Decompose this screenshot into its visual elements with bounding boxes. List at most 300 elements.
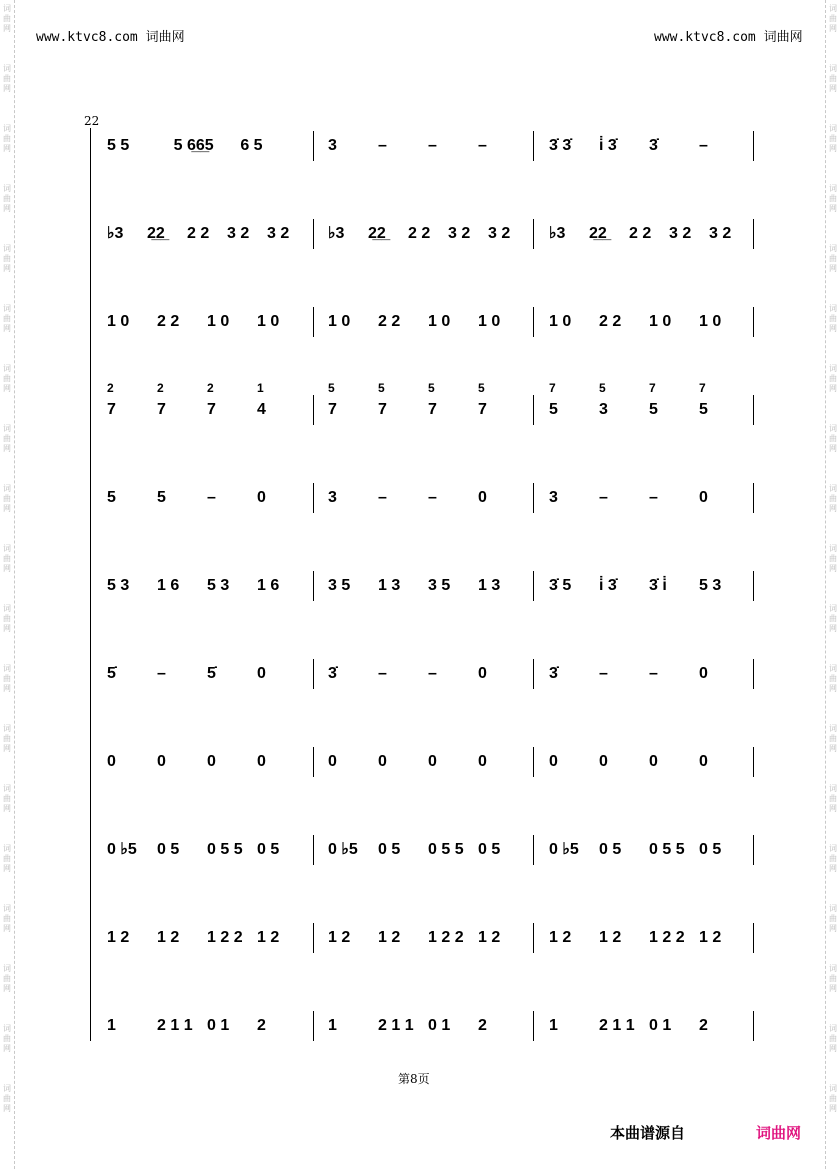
upper-note: 5 xyxy=(478,381,485,395)
note-group: 5̇ xyxy=(207,665,216,682)
watermark-glyph: 网 xyxy=(3,564,11,573)
note-group: – xyxy=(157,665,166,682)
watermark-glyph: 网 xyxy=(829,324,837,333)
note-group: 5 3 xyxy=(699,577,722,594)
note-group: 0 ♭5 xyxy=(107,841,137,858)
note-group: 1 0 xyxy=(699,313,722,330)
watermark-glyph: 词 xyxy=(3,424,11,433)
watermark-glyph: 网 xyxy=(829,624,837,633)
score-row xyxy=(0,313,840,352)
measure-number: 22 xyxy=(84,114,100,128)
upper-note: 2 xyxy=(107,381,114,395)
note-group: – xyxy=(428,489,437,506)
watermark-glyph: 词 xyxy=(829,64,837,73)
watermark-glyph: 曲 xyxy=(3,14,11,23)
watermark-glyph: 网 xyxy=(829,744,837,753)
note-group: 1 2 xyxy=(157,929,180,946)
note-group: 1 xyxy=(107,1017,116,1034)
note-group: 0 xyxy=(107,753,116,770)
note-group: – xyxy=(649,665,658,682)
note-group: 0 xyxy=(478,753,487,770)
watermark-glyph: 网 xyxy=(3,444,11,453)
note-group: 2 2 xyxy=(599,313,622,330)
barline xyxy=(533,307,534,337)
note-group: 0 5 5 xyxy=(428,841,464,858)
note-group: 3 xyxy=(549,489,558,506)
barline xyxy=(753,1011,754,1041)
watermark-glyph-group xyxy=(826,0,840,60)
note-group: 2̲2̲ xyxy=(368,225,386,242)
score-row xyxy=(0,489,840,528)
watermark-glyph: 词 xyxy=(3,304,11,313)
barline xyxy=(753,923,754,953)
note-group: 1 6 xyxy=(257,577,280,594)
note-group: 0 xyxy=(157,753,166,770)
watermark-glyph: 词 xyxy=(3,604,11,613)
note-group: 2 xyxy=(699,1017,708,1034)
barline xyxy=(313,571,314,601)
watermark-glyph: 词 xyxy=(829,424,837,433)
note-group: – xyxy=(378,137,387,154)
note-group: 1 6 xyxy=(157,577,180,594)
watermark-glyph-group xyxy=(0,960,14,1020)
watermark-glyph: 曲 xyxy=(3,974,11,983)
note-group: 1 0 xyxy=(478,313,501,330)
note-group: 2 2 xyxy=(408,225,431,242)
watermark-glyph: 词 xyxy=(829,1084,837,1093)
note-group: 3 5 xyxy=(328,577,351,594)
note-group: 1 0 xyxy=(207,313,230,330)
note-group: 2 2 xyxy=(187,225,210,242)
note-group: 1 2 xyxy=(478,929,501,946)
upper-note: 7 xyxy=(649,381,656,395)
note-group: 3̇ xyxy=(328,665,337,682)
watermark-glyph: 词 xyxy=(3,64,11,73)
note-group: 3 xyxy=(328,489,337,506)
barline xyxy=(753,835,754,865)
watermark-glyph: 词 xyxy=(3,4,11,13)
note-group: 1 0 xyxy=(257,313,280,330)
note-group: 1 0 xyxy=(649,313,672,330)
watermark-glyph: 词 xyxy=(829,304,837,313)
note-group: 5̇ xyxy=(107,665,116,682)
watermark-glyph: 词 xyxy=(3,664,11,673)
note-group: 0 xyxy=(257,489,266,506)
note-group: 3 2 xyxy=(488,225,511,242)
watermark-glyph: 网 xyxy=(3,924,11,933)
barline xyxy=(753,659,754,689)
watermark-glyph: 曲 xyxy=(829,554,837,563)
watermark-glyph-group xyxy=(826,60,840,120)
watermark-glyph: 词 xyxy=(3,484,11,493)
note-group: 2 2 xyxy=(378,313,401,330)
score-row xyxy=(0,225,840,264)
watermark-glyph: 网 xyxy=(3,264,11,273)
note-group: 5 5 xyxy=(107,137,130,154)
watermark-glyph: 词 xyxy=(3,124,11,133)
note-group: – xyxy=(207,489,216,506)
watermark-glyph: 词 xyxy=(3,1024,11,1033)
watermark-glyph: 曲 xyxy=(3,74,11,83)
note-group: 1 3 xyxy=(378,577,401,594)
watermark-glyph-group xyxy=(826,960,840,1020)
watermark-glyph: 网 xyxy=(3,204,11,213)
note-group: 1 2 xyxy=(378,929,401,946)
note-group: 2̲2̲ xyxy=(589,225,607,242)
watermark-glyph: 网 xyxy=(829,564,837,573)
barline xyxy=(533,395,534,425)
upper-note: 5 xyxy=(428,381,435,395)
note-group: 0 xyxy=(257,753,266,770)
watermark-glyph: 曲 xyxy=(3,854,11,863)
watermark-glyph-group xyxy=(0,1080,14,1140)
barline xyxy=(533,131,534,161)
watermark-glyph: 词 xyxy=(3,964,11,973)
barline xyxy=(533,483,534,513)
note-group: 5 xyxy=(699,401,708,418)
watermark-glyph: 词 xyxy=(829,364,837,373)
barline xyxy=(313,131,314,161)
barline xyxy=(753,219,754,249)
watermark-glyph: 网 xyxy=(3,864,11,873)
note-group: 0 xyxy=(599,753,608,770)
note-group: 1 0 xyxy=(328,313,351,330)
barline xyxy=(533,571,534,601)
note-group: 5 xyxy=(157,489,166,506)
watermark-glyph: 曲 xyxy=(829,734,837,743)
note-group: – xyxy=(599,665,608,682)
watermark-glyph: 词 xyxy=(829,604,837,613)
watermark-glyph: 网 xyxy=(3,624,11,633)
watermark-glyph: 词 xyxy=(829,124,837,133)
watermark-glyph: 曲 xyxy=(829,434,837,443)
watermark-glyph: 曲 xyxy=(3,674,11,683)
barline xyxy=(753,571,754,601)
note-group: 1 2 xyxy=(107,929,130,946)
watermark-glyph: 曲 xyxy=(3,494,11,503)
watermark-glyph: 曲 xyxy=(829,254,837,263)
note-group: i̇ 3̇ xyxy=(599,137,617,154)
note-group: 0 xyxy=(378,753,387,770)
note-group: 5 xyxy=(107,489,116,506)
note-group: 2 2 xyxy=(629,225,652,242)
note-group: 0 1 xyxy=(207,1017,230,1034)
watermark-glyph: 网 xyxy=(3,804,11,813)
barline xyxy=(313,1011,314,1041)
note-group: 3̇ xyxy=(549,665,558,682)
score-row xyxy=(0,381,840,440)
note-group: 0 5 xyxy=(378,841,401,858)
note-group: – xyxy=(478,137,487,154)
watermark-glyph: 曲 xyxy=(3,554,11,563)
note-group: 1 2 xyxy=(549,929,572,946)
note-group: 2 2 xyxy=(157,313,180,330)
watermark-glyph: 网 xyxy=(829,684,837,693)
note-group: 7 xyxy=(107,401,116,418)
note-group: 3 2 xyxy=(669,225,692,242)
upper-note: 2 xyxy=(157,381,164,395)
note-group: 3 xyxy=(328,137,337,154)
watermark-glyph: 词 xyxy=(829,904,837,913)
source-label: 本曲谱源自 xyxy=(610,1124,686,1142)
watermark-glyph: 词 xyxy=(3,184,11,193)
watermark-glyph: 曲 xyxy=(829,374,837,383)
watermark-glyph: 词 xyxy=(829,4,837,13)
watermark-glyph: 曲 xyxy=(829,314,837,323)
note-group: 0 xyxy=(428,753,437,770)
watermark-glyph-group xyxy=(0,180,14,240)
page-number: 第8页 xyxy=(398,1072,430,1086)
note-group: 0 5 xyxy=(257,841,280,858)
note-group: 2 1 1 xyxy=(157,1017,193,1034)
watermark-glyph: 曲 xyxy=(829,614,837,623)
note-group: 5 3 xyxy=(107,577,130,594)
note-group: 5 xyxy=(549,401,558,418)
watermark-glyph: 词 xyxy=(829,544,837,553)
watermark-glyph: 曲 xyxy=(3,614,11,623)
watermark-glyph: 网 xyxy=(3,84,11,93)
note-group: 7 xyxy=(428,401,437,418)
watermark-glyph: 词 xyxy=(829,1024,837,1033)
note-group: 0 xyxy=(478,489,487,506)
watermark-glyph: 词 xyxy=(3,784,11,793)
upper-note: 7 xyxy=(699,381,706,395)
note-group: 0 xyxy=(649,753,658,770)
barline xyxy=(533,923,534,953)
watermark-glyph: 曲 xyxy=(829,1094,837,1103)
score-row xyxy=(0,665,840,704)
note-group: 7 xyxy=(157,401,166,418)
watermark-glyph: 网 xyxy=(3,984,11,993)
upper-note: 2 xyxy=(207,381,214,395)
note-group: 3 2 xyxy=(448,225,471,242)
watermark-glyph: 网 xyxy=(829,864,837,873)
watermark-glyph: 词 xyxy=(3,844,11,853)
watermark-glyph: 网 xyxy=(829,144,837,153)
note-group: ♭3 xyxy=(549,225,566,242)
note-group: 3̇ xyxy=(649,137,658,154)
watermark-glyph: 曲 xyxy=(829,14,837,23)
note-group: 5 6̲6̲5 xyxy=(173,137,214,154)
note-group: 2̲2̲ xyxy=(147,225,165,242)
watermark-glyph: 词 xyxy=(829,184,837,193)
note-group: 0 1 xyxy=(428,1017,451,1034)
watermark-glyph-group xyxy=(826,1080,840,1140)
note-group: 6 5 xyxy=(240,137,263,154)
note-group: 0 xyxy=(257,665,266,682)
watermark-glyph: 词 xyxy=(3,724,11,733)
watermark-glyph: 词 xyxy=(3,1084,11,1093)
barline xyxy=(313,747,314,777)
note-group: 1 2 xyxy=(328,929,351,946)
note-group: 2 xyxy=(478,1017,487,1034)
note-group: 2 1 1 xyxy=(599,1017,635,1034)
barline xyxy=(533,747,534,777)
note-group: – xyxy=(649,489,658,506)
watermark-glyph: 词 xyxy=(829,964,837,973)
barline xyxy=(313,307,314,337)
score-row xyxy=(0,1017,840,1056)
note-group: 1 2 2 xyxy=(649,929,685,946)
score-row xyxy=(0,137,840,176)
note-group: 4 xyxy=(257,401,266,418)
watermark-glyph: 网 xyxy=(829,1044,837,1053)
note-group: – xyxy=(378,489,387,506)
watermark-glyph: 词 xyxy=(3,244,11,253)
note-group: 2 1 1 xyxy=(378,1017,414,1034)
note-group: 3̇ 5 xyxy=(549,577,572,594)
note-group: 0 xyxy=(478,665,487,682)
note-group: 1 0 xyxy=(428,313,451,330)
note-group: 3 2 xyxy=(709,225,732,242)
note-group: – xyxy=(428,665,437,682)
note-group: 0 xyxy=(549,753,558,770)
note-group: i̇ 3̇ xyxy=(599,577,617,594)
watermark-glyph: 曲 xyxy=(3,914,11,923)
note-group: 0 xyxy=(699,489,708,506)
watermark-glyph: 曲 xyxy=(829,194,837,203)
site-url-right: www.ktvc8.com 词曲网 xyxy=(654,30,803,45)
upper-note: 7 xyxy=(549,381,556,395)
barline xyxy=(313,219,314,249)
barline xyxy=(753,747,754,777)
note-group: 0 5 xyxy=(157,841,180,858)
watermark-glyph: 网 xyxy=(3,384,11,393)
watermark-glyph: 网 xyxy=(829,264,837,273)
brand-name: 词曲网 xyxy=(756,1124,802,1142)
system-brace-line xyxy=(90,128,91,1041)
watermark-glyph: 曲 xyxy=(829,854,837,863)
note-group: 0 1 xyxy=(649,1017,672,1034)
note-group: 7 xyxy=(478,401,487,418)
watermark-glyph: 曲 xyxy=(3,794,11,803)
note-group: 1 0 xyxy=(549,313,572,330)
note-group: – xyxy=(428,137,437,154)
watermark-glyph: 曲 xyxy=(3,434,11,443)
watermark-glyph: 曲 xyxy=(829,674,837,683)
barline xyxy=(533,219,534,249)
note-group: 0 ♭5 xyxy=(549,841,579,858)
site-url-left: www.ktvc8.com 词曲网 xyxy=(36,30,185,45)
barline xyxy=(753,131,754,161)
note-group: 7 xyxy=(328,401,337,418)
barline xyxy=(753,395,754,425)
watermark-glyph: 词 xyxy=(829,784,837,793)
score-row xyxy=(0,929,840,968)
score-row xyxy=(0,841,840,880)
note-group: 3 xyxy=(599,401,608,418)
watermark-glyph: 网 xyxy=(3,24,11,33)
note-group: 5 3 xyxy=(207,577,230,594)
watermark-glyph-group xyxy=(826,180,840,240)
note-group: 3 2 xyxy=(227,225,250,242)
note-group: 3̇ 3̇ xyxy=(549,137,572,154)
note-group: 0 xyxy=(328,753,337,770)
watermark-glyph: 曲 xyxy=(3,1034,11,1043)
watermark-glyph: 词 xyxy=(829,244,837,253)
upper-note: 1 xyxy=(257,381,264,395)
barline xyxy=(313,395,314,425)
note-group: 1 2 2 xyxy=(428,929,464,946)
watermark-glyph: 曲 xyxy=(3,194,11,203)
barline xyxy=(533,835,534,865)
note-group: 0 5 xyxy=(478,841,501,858)
watermark-glyph: 网 xyxy=(3,684,11,693)
watermark-glyph: 曲 xyxy=(829,1034,837,1043)
note-group: 2 xyxy=(257,1017,266,1034)
note-group: 3 2 xyxy=(267,225,290,242)
watermark-glyph: 网 xyxy=(829,384,837,393)
note-group: 5 xyxy=(649,401,658,418)
barline xyxy=(313,923,314,953)
watermark-glyph: 网 xyxy=(829,924,837,933)
note-group: – xyxy=(378,665,387,682)
watermark-glyph: 词 xyxy=(3,904,11,913)
note-group: 0 5 5 xyxy=(207,841,243,858)
watermark-glyph: 词 xyxy=(829,664,837,673)
upper-note: 5 xyxy=(378,381,385,395)
note-group: 1 xyxy=(328,1017,337,1034)
watermark-glyph: 网 xyxy=(3,324,11,333)
watermark-glyph: 曲 xyxy=(3,134,11,143)
watermark-glyph: 曲 xyxy=(3,374,11,383)
note-group: 1 2 xyxy=(257,929,280,946)
note-group: 1 2 2 xyxy=(207,929,243,946)
watermark-glyph-group xyxy=(0,60,14,120)
note-group: ♭3 xyxy=(107,225,124,242)
upper-note: 5 xyxy=(599,381,606,395)
score-row xyxy=(0,577,840,616)
watermark-glyph: 网 xyxy=(3,1044,11,1053)
watermark-glyph: 曲 xyxy=(829,974,837,983)
note-group: 1 2 xyxy=(599,929,622,946)
watermark-glyph: 曲 xyxy=(829,134,837,143)
watermark-glyph: 词 xyxy=(3,544,11,553)
note-group: 3̇ i̇ xyxy=(649,577,667,594)
watermark-glyph: 曲 xyxy=(829,494,837,503)
watermark-glyph: 网 xyxy=(3,1104,11,1113)
note-group: 1 xyxy=(549,1017,558,1034)
watermark-glyph: 曲 xyxy=(3,734,11,743)
note-group: 1 2 xyxy=(699,929,722,946)
note-group: 7 xyxy=(378,401,387,418)
watermark-glyph: 网 xyxy=(829,24,837,33)
watermark-glyph: 词 xyxy=(829,724,837,733)
note-group: 0 5 xyxy=(599,841,622,858)
note-group: 3 5 xyxy=(428,577,451,594)
watermark-glyph-group xyxy=(0,0,14,60)
barline xyxy=(533,1011,534,1041)
watermark-glyph: 网 xyxy=(829,84,837,93)
barline xyxy=(313,659,314,689)
barline xyxy=(753,483,754,513)
note-group: 0 xyxy=(699,665,708,682)
watermark-glyph: 网 xyxy=(829,444,837,453)
note-group: 1 0 xyxy=(107,313,130,330)
note-group: ♭3 xyxy=(328,225,345,242)
watermark-glyph: 网 xyxy=(3,744,11,753)
watermark-glyph: 网 xyxy=(829,1104,837,1113)
watermark-glyph: 曲 xyxy=(3,1094,11,1103)
note-group: – xyxy=(699,137,708,154)
note-group: 0 5 xyxy=(699,841,722,858)
note-group: 0 xyxy=(699,753,708,770)
watermark-glyph: 网 xyxy=(829,804,837,813)
watermark-glyph: 网 xyxy=(3,504,11,513)
note-group: 0 xyxy=(207,753,216,770)
watermark-glyph: 曲 xyxy=(829,74,837,83)
note-group: 0 ♭5 xyxy=(328,841,358,858)
